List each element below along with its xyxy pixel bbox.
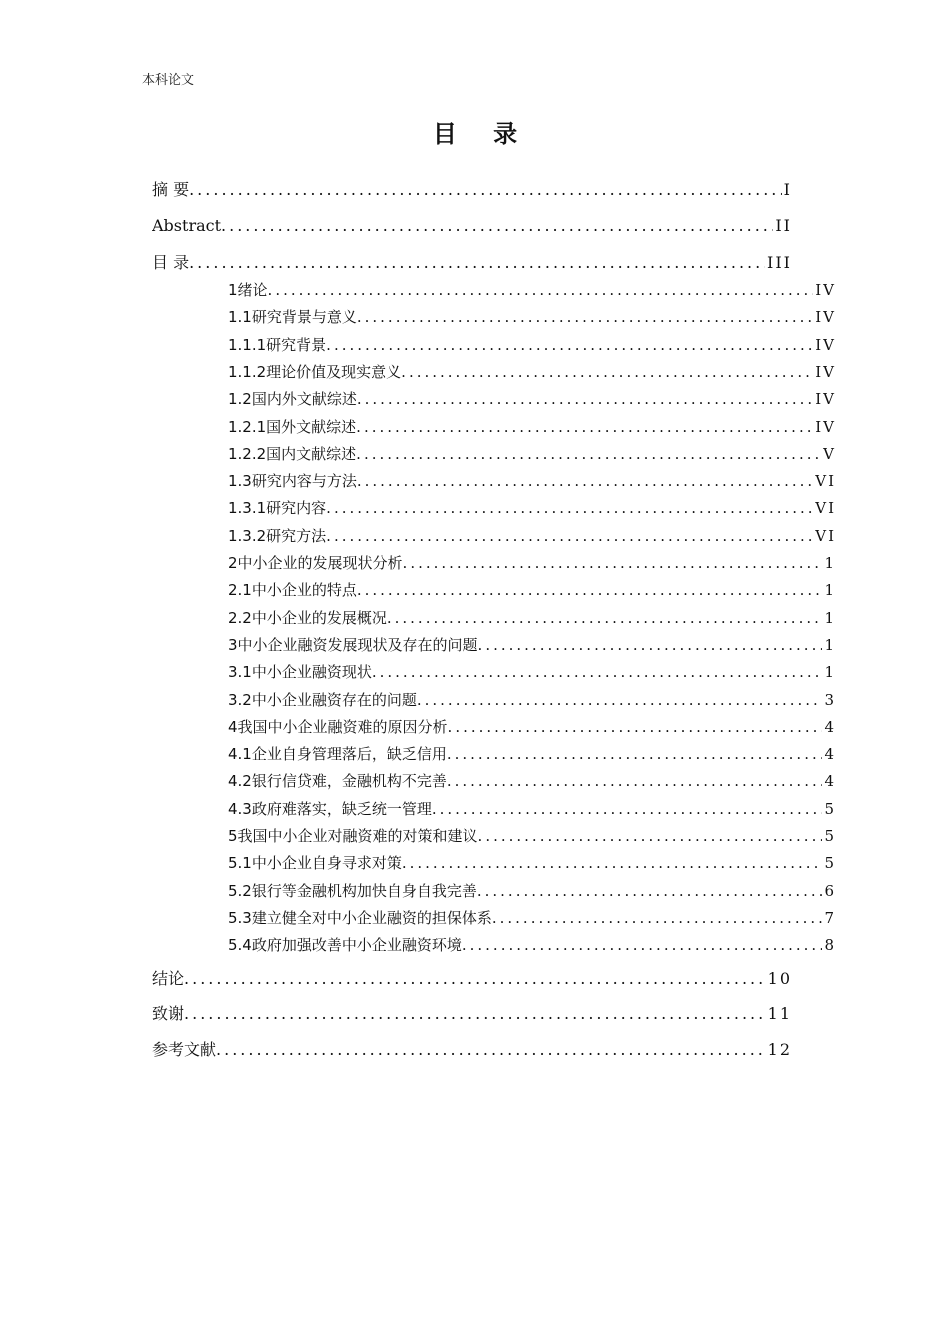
toc-entry-label: 1.3.1研究内容 [228, 499, 327, 518]
toc-entry-label: 4.1企业自身管理落后，缺乏信用 [228, 745, 447, 764]
toc-entry-page: IV [815, 308, 836, 327]
toc-entry[interactable] [228, 333, 836, 357]
toc-entry[interactable] [228, 933, 836, 957]
toc-entry-label: 1.1.1研究背景 [228, 335, 327, 354]
toc-entry-label: 1.3.2研究方法 [228, 526, 327, 545]
toc-entry-label: 1.1.2理论价值及现实意义 [228, 362, 402, 381]
toc-entry-label: 3.2中小企业融资存在的问题 [228, 690, 417, 709]
toc-entry-label: 1.2.1国外文献综述 [228, 417, 357, 436]
toc-entry[interactable] [228, 715, 836, 739]
toc-entry-page: IV [815, 335, 836, 354]
toc-leader-dots [357, 387, 813, 411]
toc-leader-dots [372, 660, 823, 684]
toc-entry[interactable] [152, 967, 792, 991]
toc-entry-label: 5.4政府加强改善中小企业融资环境 [228, 936, 462, 955]
toc-entry-label: 2.2中小企业的发展概况 [228, 608, 387, 627]
toc-entry[interactable] [228, 305, 836, 329]
toc-entry-page: 8 [824, 936, 836, 955]
toc-entry-page: 11 [767, 1004, 792, 1023]
toc-entry[interactable] [152, 1002, 792, 1026]
toc-leader-dots [326, 333, 813, 357]
toc-entry[interactable] [228, 742, 836, 766]
toc-entry-page: 5 [824, 854, 836, 873]
toc-entry-label: 4.2银行信贷难，金融机构不完善 [228, 772, 447, 791]
running-header: 本科论文 [142, 73, 195, 88]
toc-entry[interactable] [228, 496, 836, 520]
toc-entry-label: 结论 [152, 969, 185, 988]
toc-leader-dots [387, 606, 823, 630]
toc-entry[interactable] [228, 688, 836, 712]
toc-entry[interactable] [228, 824, 836, 848]
toc-entry[interactable] [228, 415, 836, 439]
toc-entry-label: 2中小企业的发展现状分析 [228, 554, 403, 572]
toc-entry-page: 1 [824, 663, 836, 682]
toc-leader-dots [326, 496, 813, 520]
toc-entry-page: IV [815, 281, 836, 299]
toc-leader-dots [357, 305, 813, 329]
toc-entry-page: 5 [824, 827, 836, 845]
toc-leader-dots [184, 1002, 766, 1026]
toc-entry-page: 1 [824, 554, 836, 572]
toc-entry-page: 4 [824, 717, 836, 736]
toc-leader-dots [403, 551, 823, 575]
toc-entry[interactable] [228, 769, 836, 793]
toc-entry[interactable] [228, 879, 836, 903]
toc-entry[interactable] [228, 551, 836, 575]
toc-entry-page: VI [815, 472, 836, 491]
toc-leader-dots [189, 178, 782, 202]
toc-entry[interactable] [228, 524, 836, 548]
toc-entry-page: 4 [824, 772, 836, 791]
toc-entry[interactable] [228, 469, 836, 493]
toc-entry-page: III [767, 253, 792, 272]
toc-leader-dots [462, 933, 823, 957]
toc-entry[interactable] [228, 442, 836, 466]
toc-entry-page: 6 [824, 881, 836, 900]
toc-leader-dots [448, 715, 823, 739]
toc-leader-dots [447, 742, 823, 766]
toc-entry-page: IV [815, 390, 836, 409]
toc-entry-page: IV [815, 417, 836, 436]
toc-entry-page: 4 [824, 745, 836, 764]
toc-entry-label: 2.1中小企业的特点 [228, 581, 357, 600]
toc-entry-page: 1 [824, 581, 836, 600]
toc-entry-label: 5.1中小企业自身寻求对策 [228, 854, 402, 873]
toc-entry-label: 参考文献 [152, 1040, 217, 1059]
page-title: 目 录 [432, 120, 532, 148]
toc-entry-page: 12 [767, 1040, 792, 1059]
toc-entry-label: 1.2.2国内文献综述 [228, 444, 357, 463]
toc-entry-label: 3.1中小企业融资现状 [228, 663, 372, 682]
toc-entry[interactable] [228, 797, 836, 821]
toc-entry[interactable] [152, 251, 792, 275]
toc-entry[interactable] [228, 851, 836, 875]
toc-leader-dots [357, 578, 823, 602]
toc-leader-dots [221, 214, 773, 238]
toc-entry-page: 7 [824, 908, 836, 927]
toc-leader-dots [184, 967, 766, 991]
toc-leader-dots [357, 469, 813, 493]
toc-entry[interactable] [152, 178, 792, 202]
toc-entry-page: 1 [824, 635, 836, 654]
toc-entry-label: 目 录 [152, 253, 190, 272]
toc-leader-dots [492, 906, 823, 930]
toc-leader-dots [326, 524, 813, 548]
toc-leader-dots [432, 797, 823, 821]
toc-entry-page: 5 [824, 799, 836, 818]
toc-entry[interactable] [228, 278, 836, 302]
toc-leader-dots [477, 879, 823, 903]
toc-entry-label: 5.3建立健全对中小企业融资的担保体系 [228, 908, 492, 927]
toc-entry-label: 1.2国内外文献综述 [228, 390, 357, 409]
toc-leader-dots [216, 1038, 766, 1062]
toc-entry[interactable] [152, 1038, 792, 1062]
toc-entry-label: Abstract [152, 216, 222, 235]
toc-entry-label: 4.3政府难落实，缺乏统一管理 [228, 799, 432, 818]
toc-entry-label: 致谢 [152, 1004, 185, 1023]
toc-entry[interactable] [228, 906, 836, 930]
toc-entry-label: 1绪论 [228, 281, 268, 299]
toc-leader-dots [402, 851, 823, 875]
toc-entry-page: 10 [767, 969, 792, 988]
toc-entry[interactable] [228, 606, 836, 630]
toc-entry[interactable] [228, 633, 836, 657]
toc-entry[interactable] [228, 387, 836, 411]
toc-entry-page: 1 [824, 608, 836, 627]
toc-entry-page: V [823, 444, 836, 463]
toc-entry[interactable] [228, 578, 836, 602]
toc-leader-dots [478, 824, 823, 848]
toc-leader-dots [356, 415, 813, 439]
toc-leader-dots [417, 688, 823, 712]
toc-entry-label: 1.3研究内容与方法 [228, 472, 357, 491]
toc-entry-page: VI [815, 499, 836, 518]
toc-entry-page: I [783, 180, 792, 199]
toc-entry-page: IV [815, 362, 836, 381]
toc-leader-dots [478, 633, 823, 657]
toc-leader-dots [401, 360, 813, 384]
toc-leader-dots [447, 769, 823, 793]
toc-leader-dots [268, 278, 814, 302]
toc-entry-label: 1.1研究背景与意义 [228, 308, 357, 327]
toc-entry-label: 4我国中小企业融资难的原因分析 [228, 717, 448, 736]
toc-entry-page: VI [815, 526, 836, 545]
toc-entry[interactable] [228, 360, 836, 384]
toc-entry-label: 摘 要 [152, 180, 190, 199]
toc-leader-dots [356, 442, 821, 466]
toc-entry-label: 3中小企业融资发展现状及存在的问题 [228, 635, 478, 654]
toc-entry[interactable] [228, 660, 836, 684]
toc-entry[interactable] [152, 214, 792, 238]
toc-entry-label: 5我国中小企业对融资难的对策和建议 [228, 827, 478, 845]
toc-leader-dots [189, 251, 765, 275]
toc-entry-label: 5.2银行等金融机构加快自身自我完善 [228, 881, 477, 900]
toc-entry-page: 3 [824, 690, 836, 709]
toc-entry-page: II [775, 216, 792, 235]
